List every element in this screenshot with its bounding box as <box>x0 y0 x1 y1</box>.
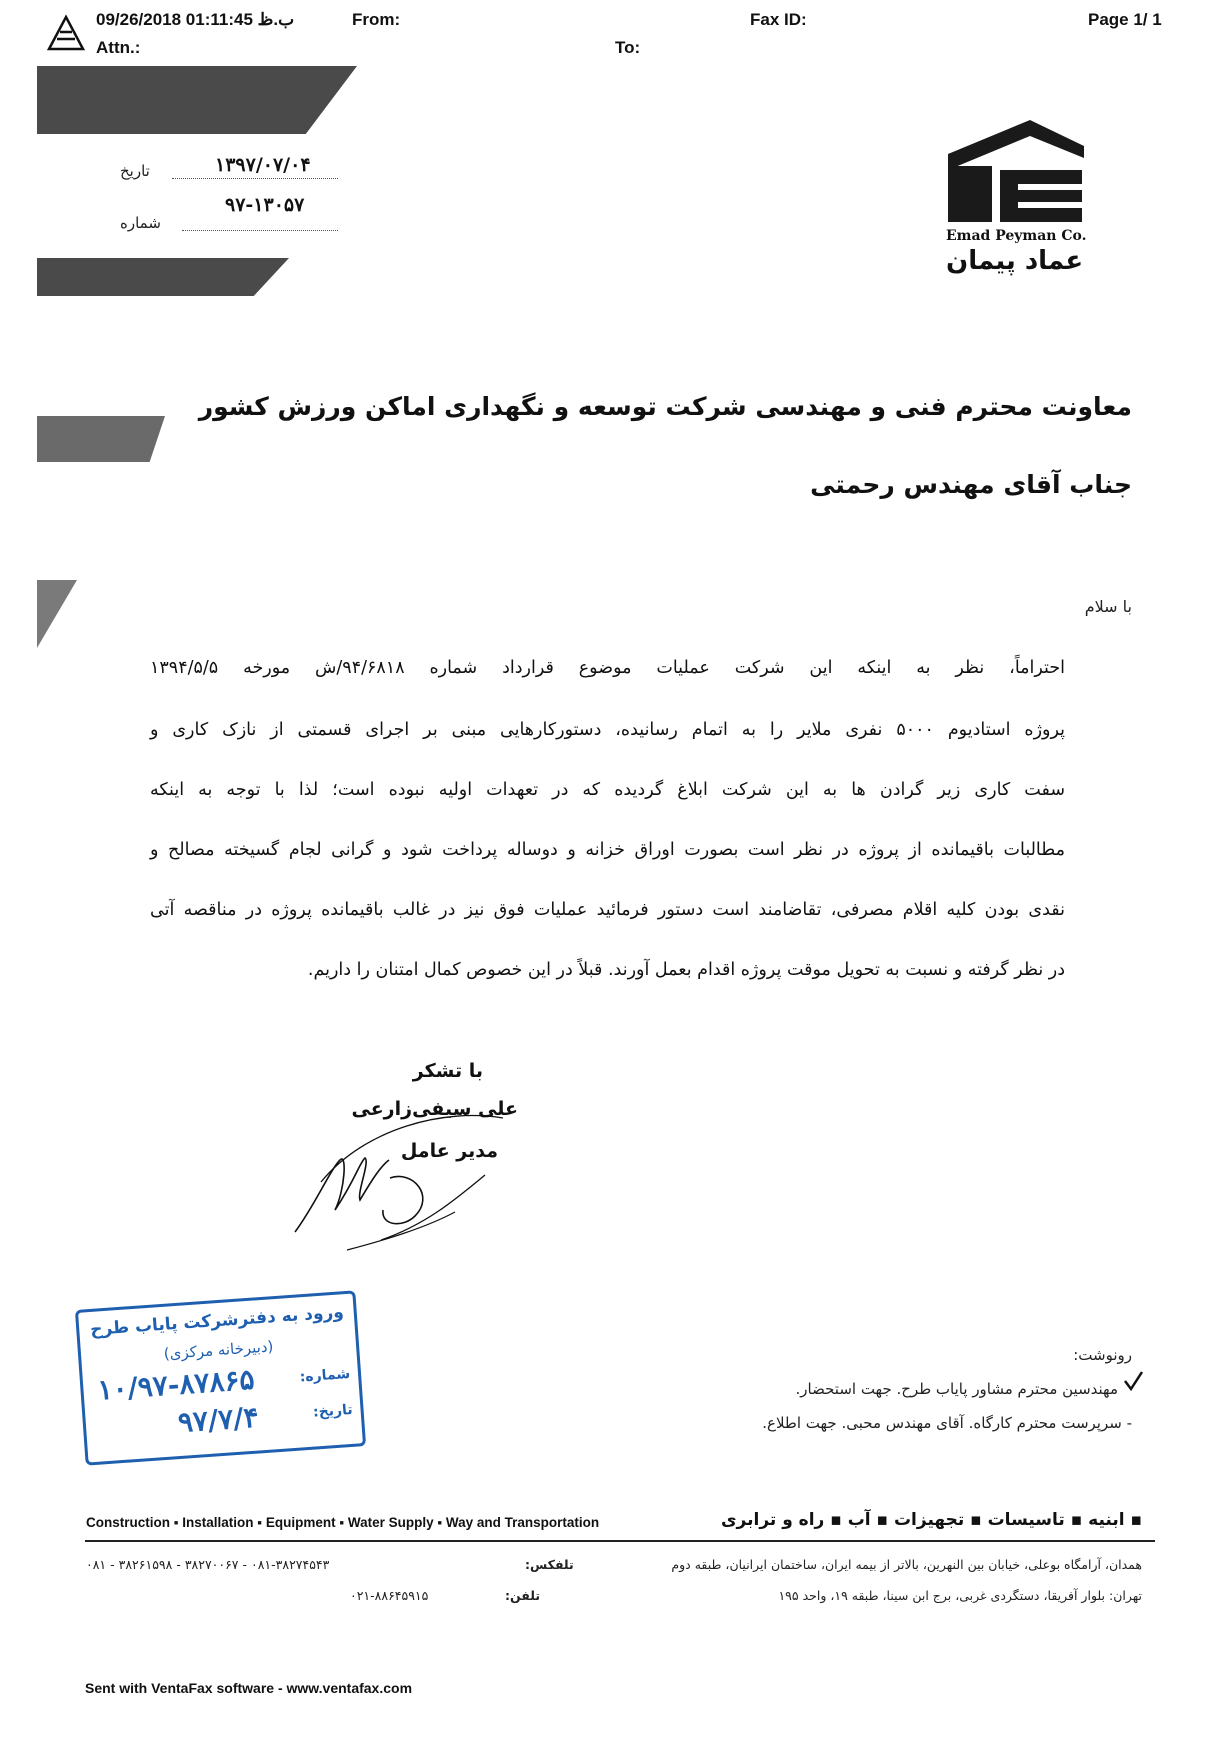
footer-sent-with: Sent with VentaFax software - www.ventafax.com <box>85 1680 413 1696</box>
signature-name: علی سیفی‌زارعی <box>351 1098 518 1120</box>
redaction-block-mid <box>37 258 289 296</box>
footer-divider <box>85 1540 1155 1542</box>
footer-services-en: Construction ▪ Installation ▪ Equipment ▪ Water Supply ▪ Way and Transportation <box>86 1515 600 1530</box>
footer-phone-label: تلفن: <box>505 1588 541 1603</box>
footer-services-fa: ▪ ابنیه ▪ تاسیسات ▪ تجهیزات ▪ آب ▪ راه و ترابری <box>720 1510 1142 1530</box>
number-field <box>120 194 340 234</box>
footer-address-1: همدان، آرامگاه بوعلی، خیابان بین النهرین، بالاتر از بیمه ایران، ساختمان ایرانیان، طبقه دوم <box>671 1557 1142 1572</box>
body-line-2: پروژه استادیوم ۵۰۰۰ نفری ملایر را به اتمام رسانیده، دستورکارهایی مبنی بر اجرای قسمتی از نازک کاری و <box>150 720 1066 740</box>
date-value: ۱۳۹۷/۰۷/۰۴ <box>215 154 311 176</box>
company-name-fa: عماد پیمان <box>946 246 1084 276</box>
body-line-4: مطالبات باقیمانده از پروژه در نظر است بصورت اوراق خزانه و دوساله پرداخت شود و گرانی لجام گسیخته مصالح و <box>150 840 1065 860</box>
company-name-en: Emad Peyman Co. <box>946 228 1087 244</box>
stamp-number-value: ۱۰/۹۷-۸۷۸۶۵ <box>96 1362 256 1407</box>
stamp-date-label: تاریخ: <box>312 1401 354 1421</box>
company-logo-icon <box>946 118 1086 226</box>
number-label: شماره <box>120 214 161 232</box>
fax-from-label: From: <box>352 10 401 29</box>
date-field <box>120 154 340 184</box>
fax-to-label: To: <box>615 38 641 57</box>
footer-fax-label: تلفکس: <box>525 1557 574 1572</box>
fax-page-number: Page 1/ 1 <box>1088 10 1162 29</box>
stamp-date-value: ۹۷/۷/۴ <box>176 1400 260 1440</box>
footer-fax-numbers: ۰۸۱-۳۸۲۷۴۵۴۳ - ۳۸۲۷۰۰۶۷ - ۳۸۲۶۱۵۹۸ - ۰۸۱ <box>86 1557 330 1572</box>
body-line-5: نقدی بودن کلیه اقلام مصرفی، تقاضامند است دستور فرمائید عملیات فوق نیز در غالب باقیمانده پروژه در مناقصه آتی <box>150 900 1065 920</box>
signature-title: مدیر عامل <box>400 1140 498 1162</box>
fax-id-label: Fax ID: <box>750 10 807 29</box>
redaction-block-left <box>37 416 165 462</box>
number-value: ۹۷-۱۳۰۵۷ <box>225 194 305 216</box>
fax-logo-icon <box>46 14 86 54</box>
registration-stamp <box>75 1290 366 1465</box>
fax-attn-label: Attn.: <box>96 38 141 57</box>
date-label: تاریخ <box>120 162 150 180</box>
fax-datetime: 09/26/2018 01:11:45 ب.ظ <box>96 10 295 29</box>
stamp-title: ورود به دفترشرکت پایاب طرح <box>89 1302 345 1340</box>
checkmark-icon <box>1122 1370 1144 1392</box>
cc-label: رونوشت: <box>1073 1346 1132 1364</box>
footer-phone-number: ۰۲۱-۸۸۶۴۵۹۱۵ <box>350 1588 429 1603</box>
signature-thanks: با تشکر <box>412 1060 483 1082</box>
recipient-line-2: جناب آقای مهندس رحمتی <box>810 470 1132 499</box>
greeting: با سلام <box>1084 597 1132 616</box>
body-line-1: احتراماً، نظر به اینکه این شرکت عملیات موضوع قرارداد شماره ۹۴/۶۸۱۸/ش مورخه ۱۳۹۴/۵/۵ <box>150 658 1065 678</box>
handwritten-signature-icon <box>285 1100 525 1260</box>
redaction-block-top <box>37 66 357 134</box>
cc-line-1: مهندسین محترم مشاور پایاب طرح. جهت استحضار. <box>795 1380 1118 1398</box>
stamp-number-label: شماره: <box>299 1365 351 1386</box>
cc-line-2: - سرپرست محترم کارگاه. آقای مهندس محبی. جهت اطلاع. <box>762 1414 1132 1432</box>
redaction-block-edge <box>37 580 77 648</box>
body-line-6: در نظر گرفته و نسبت به تحویل موقت پروژه اقدام بعمل آورند. قبلاً در این خصوص کمال امتنان را داریم. <box>307 960 1065 980</box>
recipient-line-1: معاونت محترم فنی و مهندسی شرکت توسعه و نگهداری اماکن ورزش کشور <box>198 392 1132 421</box>
body-line-3: سفت کاری زیر گرادن ها به این شرکت ابلاغ گردیده که در تعهدات اولیه نبوده است؛ لذا با توجه به اینکه <box>150 780 1065 800</box>
stamp-subtitle: (دبیرخانه مرکزی) <box>163 1337 274 1363</box>
footer-address-2: تهران: بلوار آفریقا، دستگردی غربی، برج ابن سینا، طبقه ۱۹، واحد ۱۹۵ <box>778 1588 1142 1603</box>
